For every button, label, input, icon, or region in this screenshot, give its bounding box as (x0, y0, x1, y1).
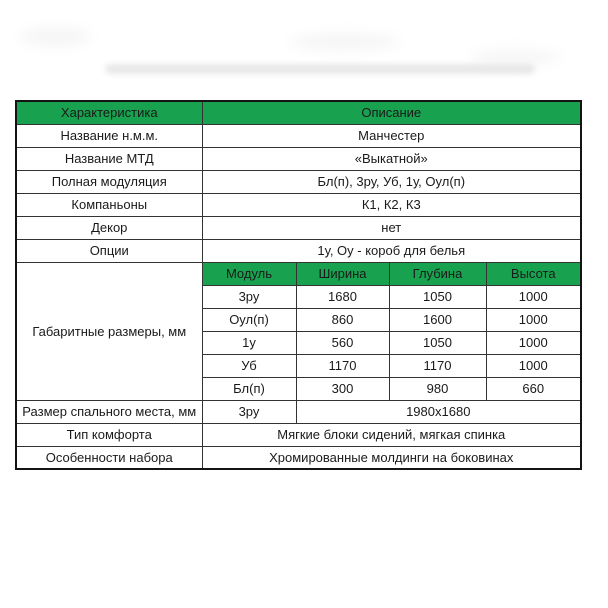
table-row (16, 193, 581, 216)
sleeping-area-row (16, 400, 581, 423)
module-name: 3ру (202, 285, 296, 308)
row-label: Декор (16, 216, 202, 239)
table-row (16, 239, 581, 262)
row-label: Опции (16, 239, 202, 262)
scan-artifact-blob (290, 34, 400, 50)
sleeping-area-module: 3ру (202, 400, 296, 423)
module-width: 1170 (296, 354, 389, 377)
module-height: 1000 (486, 331, 581, 354)
scan-artifact-smudge (105, 64, 535, 74)
specification-table (15, 100, 582, 470)
module-name: Бл(п) (202, 377, 296, 400)
dimensions-col-height: Высота (486, 262, 581, 285)
scan-artifact-blob (20, 28, 90, 46)
module-depth: 1600 (389, 308, 486, 331)
comfort-row (16, 423, 581, 446)
module-depth: 1170 (389, 354, 486, 377)
header-description: Описание (202, 101, 581, 124)
table-header-row (16, 101, 581, 124)
table-row (16, 170, 581, 193)
dimensions-col-module: Модуль (202, 262, 296, 285)
sleeping-area-value: 1980х1680 (296, 400, 581, 423)
sleeping-area-label: Размер спального места, мм (16, 400, 202, 423)
module-name: Уб (202, 354, 296, 377)
dimensions-col-width: Ширина (296, 262, 389, 285)
features-row (16, 446, 581, 469)
module-depth: 980 (389, 377, 486, 400)
row-label: Полная модуляция (16, 170, 202, 193)
comfort-label: Тип комфорта (16, 423, 202, 446)
module-depth: 1050 (389, 285, 486, 308)
comfort-value: Мягкие блоки сидений, мягкая спинка (202, 423, 581, 446)
dimensions-label: Габаритные размеры, мм (16, 262, 202, 400)
dimensions-col-depth: Глубина (389, 262, 486, 285)
header-characteristic: Характеристика (16, 101, 202, 124)
row-value: 1у, Оу - короб для белья (202, 239, 581, 262)
module-name: 1у (202, 331, 296, 354)
module-width: 860 (296, 308, 389, 331)
module-width: 300 (296, 377, 389, 400)
row-label: Компаньоны (16, 193, 202, 216)
module-width: 1680 (296, 285, 389, 308)
row-value: нет (202, 216, 581, 239)
row-value: К1, К2, К3 (202, 193, 581, 216)
table-row (16, 216, 581, 239)
module-name: Оул(п) (202, 308, 296, 331)
row-label: Название МТД (16, 147, 202, 170)
module-height: 1000 (486, 354, 581, 377)
module-height: 660 (486, 377, 581, 400)
module-depth: 1050 (389, 331, 486, 354)
table-row (16, 124, 581, 147)
row-value: Манчестер (202, 124, 581, 147)
module-width: 560 (296, 331, 389, 354)
scan-artifact-blob (470, 50, 560, 64)
module-height: 1000 (486, 308, 581, 331)
module-height: 1000 (486, 285, 581, 308)
row-value: Бл(п), 3ру, Уб, 1у, Оул(п) (202, 170, 581, 193)
row-value: «Выкатной» (202, 147, 581, 170)
features-value: Хромированные молдинги на боковинах (202, 446, 581, 469)
row-label: Название н.м.м. (16, 124, 202, 147)
features-label: Особенности набора (16, 446, 202, 469)
dimensions-header-row (16, 262, 581, 285)
table-row (16, 147, 581, 170)
